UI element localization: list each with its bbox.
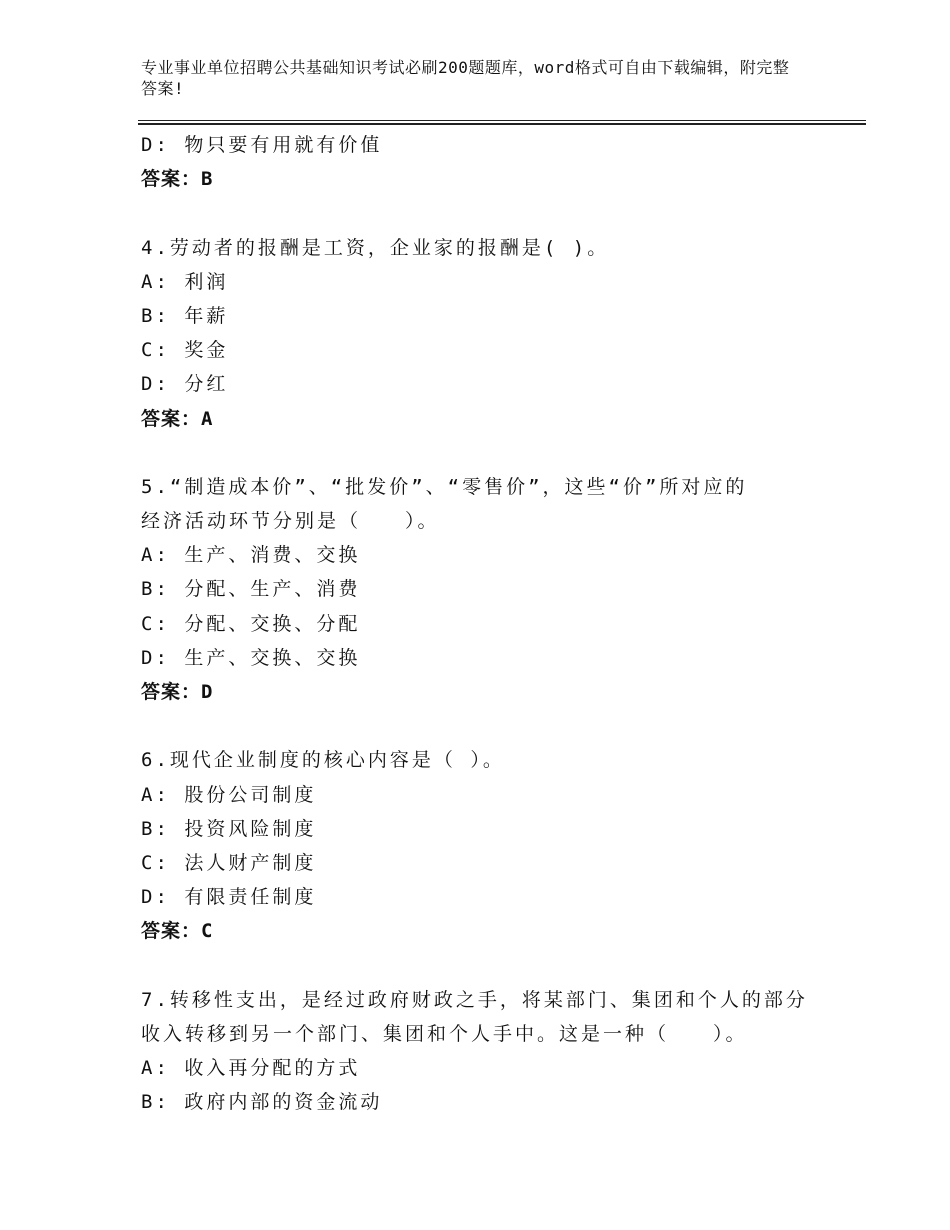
option-a: A: 利润 xyxy=(141,270,229,293)
option-c: C: 奖金 xyxy=(141,339,229,362)
option-d: D: 有限责任制度 xyxy=(141,886,317,909)
option-d: D: 分红 xyxy=(141,373,229,396)
question-5 xyxy=(141,470,841,709)
option-a: A: 生产、消费、交换 xyxy=(141,544,361,567)
option-d: D: 生产、交换、交换 xyxy=(141,646,361,669)
option-b: B: 政府内部的资金流动 xyxy=(141,1091,383,1114)
option-a: A: 收入再分配的方式 xyxy=(141,1057,361,1080)
question-7 xyxy=(141,983,841,1120)
answer: 答案：D xyxy=(141,681,214,703)
question-stem: 4.劳动者的报酬是工资，企业家的报酬是( )。 xyxy=(141,236,610,259)
answer-prev: 答案：B xyxy=(141,168,214,191)
question-stem: 7.转移性支出，是经过政府财政之手，将某部门、集团和个人的部分 xyxy=(141,988,808,1011)
page-header: 专业事业单位招聘公共基础知识考试必刷200题题库，word格式可自由下载编辑，附完整答案! xyxy=(141,58,790,98)
question-list xyxy=(141,128,841,1119)
header-rule-thick xyxy=(138,123,866,125)
question-6 xyxy=(141,743,841,948)
option-b: B: 年薪 xyxy=(141,304,229,327)
option-c: C: 分配、交换、分配 xyxy=(141,612,361,635)
header-rule-thin xyxy=(138,120,866,121)
option-c: C: 法人财产制度 xyxy=(141,851,317,874)
answer: 答案：A xyxy=(141,407,214,430)
question-stem: 6.现代企业制度的核心内容是（ ）。 xyxy=(141,749,505,772)
option-d-prev: D: 物只要有用就有价值 xyxy=(141,134,383,156)
question-stem: 5.“制造成本价”、“批发价”、“零售价”，这些“价”所对应的 xyxy=(141,475,748,498)
question-4 xyxy=(141,231,841,436)
question-stem: 收入转移到另一个部门、集团和个人手中。这是一种（ ）。 xyxy=(141,1022,748,1045)
question-stem: 经济活动环节分别是（ ）。 xyxy=(141,510,440,533)
option-a: A: 股份公司制度 xyxy=(141,783,317,806)
option-b: B: 投资风险制度 xyxy=(141,817,317,840)
answer: 答案：C xyxy=(141,920,214,943)
option-b: B: 分配、生产、消费 xyxy=(141,578,361,601)
